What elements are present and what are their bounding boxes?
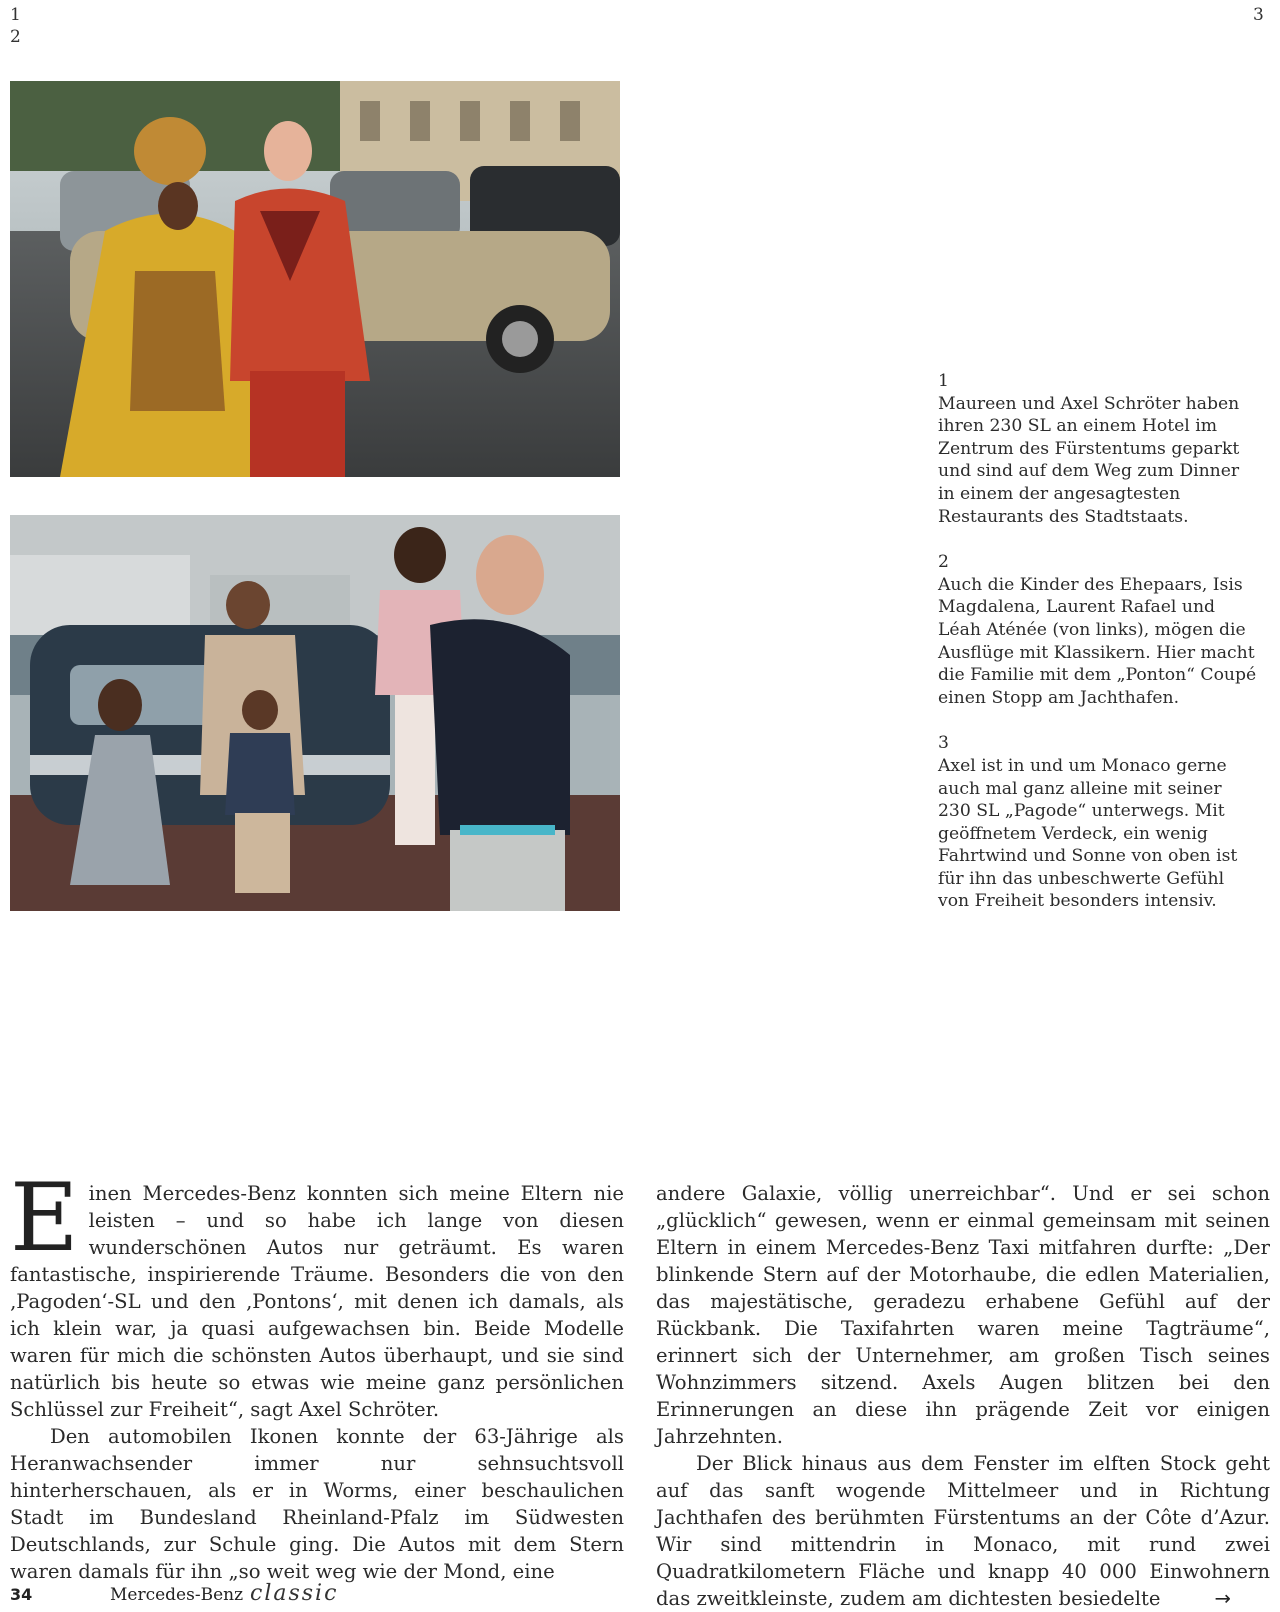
caption-number: 3: [938, 733, 949, 754]
page-number: 34: [10, 1585, 33, 1604]
monaco-street-couple-photo: [10, 81, 620, 477]
caption-text: Axel ist in und um Monaco gerne auch mal ganz alleine mit seiner 230 SL „Pagode“ unterwegs. Mit geöffnetem Verdeck, ein wenig Fahrtwind und Sonne von oben ist für ihn das unbeschwerte Gefühl von Freiheit besonders intensiv.: [938, 755, 1238, 912]
caption-text: Auch die Kinder des Ehepaars, Isis Magdalena, Laurent Rafael und Léah Aténée (von links), mögen die Ausflüge mit Klassikern. Hier macht die Familie mit dem „Ponton“ Coupé einen Stopp am Jachthafen.: [938, 574, 1257, 708]
continue-arrow-icon: →: [1214, 1587, 1231, 1610]
article-paragraph: Den automobilen Ikonen konnte der 63-Jährige als Heranwachsender immer nur sehnsuchtsvoll hinterherschauen, als er in Worms, einer beschaulichen Stadt im Bundesland Rheinland-Pfalz im Südwesten Deutschlands, zur Schule ging. Die Autos mit dem Stern waren damals für ihn „so weit weg wie der Mond, eine: [10, 1425, 624, 1583]
magazine-brand-script: classic: [250, 1581, 339, 1606]
paragraph-text: inen Mercedes-Benz konnten sich meine Eltern nie leisten – und so habe ich lange von diesen wunderschönen Autos nur geträumt. Es waren fantastische, inspirierende Träume. Besonders die von den ‚Pagoden‘-SL und den ‚Pontons‘, mit denen ich damals, als ich klein war, ja quasi aufgewachsen bin. Beide Modelle waren für mich die schönsten Autos überhaupt, und sie sind natürlich bis heute so etwas wie meine ganz persönlichen Schlüssel zur Freiheit“, sagt Axel Schröter.: [10, 1182, 624, 1421]
article-column-left: [10, 1164, 624, 1585]
article-paragraph: andere Galaxie, völlig unerreichbar“. Und er sei schon „glücklich“ gewesen, wenn er einmal gemeinsam mit seinen Eltern in einem Mercedes-Benz Taxi mitfahren durfte: „Der blinkende Stern auf der Motorhaube, die edlen Materialien, das majestätische, geradezu erhabene Gefühl auf der Rückbank. Die Taxifahrten waren meine Tagträume“, erinnert sich der Unternehmer, am großen Tisch seines Wohnzimmers sitzend. Axels Augen blitzen bei den Erinnerungen an diese ihn prägende Zeit vor einigen Jahrzehnten.: [656, 1182, 1270, 1448]
caption-number: 1: [938, 371, 949, 391]
caption-number: 2: [938, 552, 949, 573]
caption-1: [938, 370, 1258, 528]
page-footer: [10, 1581, 610, 1606]
article-paragraph: [10, 1164, 624, 1423]
drop-cap: E: [10, 1164, 79, 1273]
page-marker: 1: [10, 5, 21, 25]
magazine-brand: Mercedes-Benz: [110, 1585, 244, 1605]
page-marker: 3: [1253, 5, 1264, 25]
photo-captions: [938, 370, 1258, 936]
caption-2: [938, 551, 1258, 709]
article-paragraph: [656, 1450, 1270, 1612]
caption-text: Maureen und Axel Schröter haben ihren 230 SL an einem Hotel im Zentrum des Fürstentums geparkt und sind auf dem Weg zum Dinner in einem der angesagtesten Restaurants des Stadtstaats.: [938, 393, 1240, 527]
caption-3: [938, 732, 1258, 913]
page-marker: 2: [10, 27, 21, 47]
article-column-right: [656, 1180, 1270, 1612]
paragraph-text: Der Blick hinaus aus dem Fenster im elften Stock geht auf das sanft wogende Mittelmeer und in Richtung Jachthafen des berühmten Fürstentums an der Côte d’Azur. Wir sind mittendrin in Monaco, mit rund zwei Quadratkilometern Fläche und knapp 40 000 Einwohnern das zweitkleinste, zudem am dichtesten besiedelte: [656, 1452, 1270, 1610]
harbour-family-photo: [10, 515, 620, 911]
